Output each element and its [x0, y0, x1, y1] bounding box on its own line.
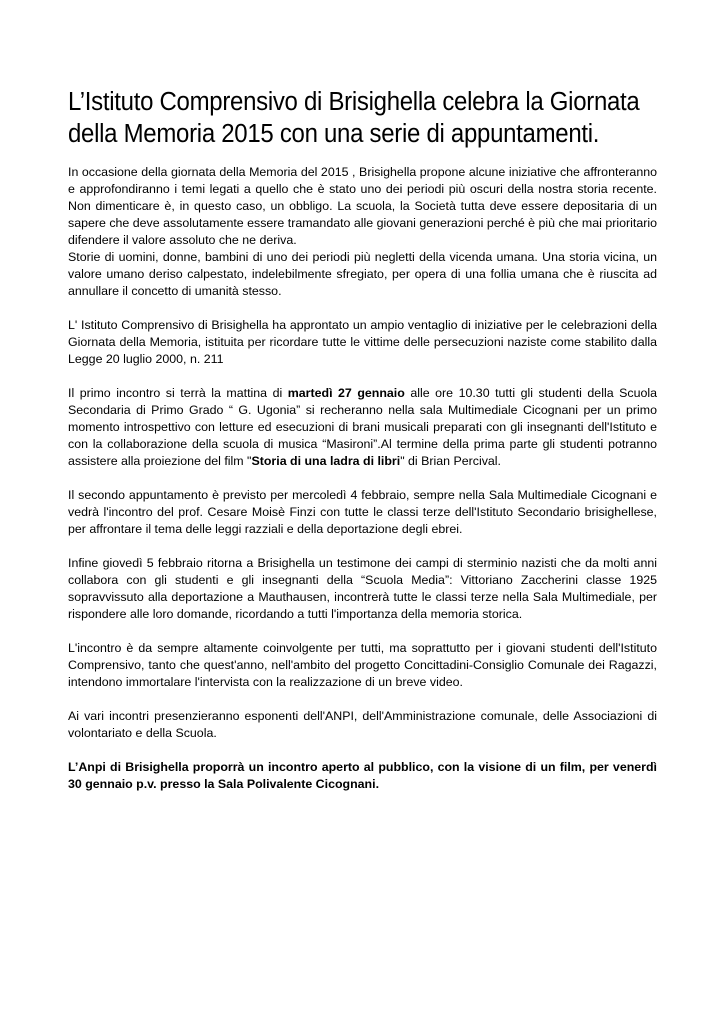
paragraph-stories: Storie di uomini, donne, bambini di uno dei periodi più negletti della vicenda umana. Una storia vicina, un valore umano deriso calpestato, indelebilmente sfregiato, per opera di una follia umana che è riuscita ad annullare il concetto di umanità stesso.	[68, 250, 657, 298]
paragraph-first-meeting	[68, 385, 657, 470]
first-meeting-text-e: " di Brian Percival.	[400, 454, 501, 468]
paragraph-attendees: Ai vari incontri presenzieranno esponenti dell'ANPI, dell'Amministrazione comunale, delle Associazioni di volontariato e della Scuola.	[68, 709, 657, 740]
paragraph-institute: L' Istituto Comprensivo di Brisighella ha approntato un ampio ventaglio di iniziative per le celebrazioni della Giornata della Memoria, istituita per ricordare tutte le vittime delle persecuzioni naziste come stabilito dalla Legge 20 luglio 2000, n. 211	[68, 318, 657, 366]
first-meeting-text-a: Il primo incontro si terrà la mattina di	[68, 386, 288, 400]
paragraph-anpi-event: L’Anpi di Brisighella proporrà un incontro aperto al pubblico, con la visione di un film, per venerdì 30 gennaio p.v. presso la Sala Polivalente Cicognani.	[68, 760, 657, 791]
document-body	[68, 164, 657, 793]
paragraph-third-meeting: Infine giovedì 5 febbraio ritorna a Brisighella un testimone dei campi di sterminio nazisti che da molti anni collabora con gli studenti e gli insegnanti della “Scuola Media”: Vittoriano Zaccherini classe 1925 sopravvissuto alla deportazione a Mauthausen, incontrerà tutte le classi terze nella Sala Multimediale, per rispondere alle loro domande, ricordando a tutti l'importanza della memoria storica.	[68, 556, 657, 621]
first-meeting-date: martedì 27 gennaio	[287, 386, 405, 400]
paragraph-video-project: L'incontro è da sempre altamente coinvolgente per tutti, ma soprattutto per i giovani studenti dell'Istituto Comprensivo, tanto che quest'anno, nell'ambito del progetto Concittadini-Consiglio Comunale dei Ragazzi, intendono immortalare l'intervista con la realizzazione di un breve video.	[68, 641, 657, 689]
paragraph-intro: In occasione della giornata della Memoria del 2015 , Brisighella propone alcune iniziative che affronteranno e approfondiranno i temi legati a quello che è stato uno dei periodi più oscuri della nostra storia recente. Non dimenticare è, in questo caso, un obbligo. La scuola, la Società tutta deve essere depositaria di un sapere che deve assolutamente essere tramandato alle giovani generazioni perché è più che mai prioritario difendere il valore assoluto che ne deriva.	[68, 165, 657, 247]
first-meeting-text-c: alle ore 10.30 tutti gli studenti della Scuola Secondaria di Primo Grado “ G. Ugonia” si recheranno nella sala Multimediale Cicognani per un primo momento introspettivo con letture ed esecuzioni di brani musicali preparati con gli insegnanti dell'Istituto e con la collaborazione della scuola di musica “Masironi”.Al termine della prima parte gli studenti potranno assistere alla proiezione del film "	[68, 386, 657, 468]
film-title: Storia di una ladra di libri	[251, 454, 401, 468]
document-title: L’Istituto Comprensivo di Brisighella celebra la Giornata della Memoria 2015 con una serie di appuntamenti.	[68, 88, 640, 148]
paragraph-second-meeting: Il secondo appuntamento è previsto per mercoledì 4 febbraio, sempre nella Sala Multimediale Cicognani e vedrà l'incontro del prof. Cesare Moisè Finzi con tutte le classi terze dell'Istituto Secondario brisighellese, per affrontare il tema delle leggi razziali e della deportazione degli ebrei.	[68, 488, 657, 536]
